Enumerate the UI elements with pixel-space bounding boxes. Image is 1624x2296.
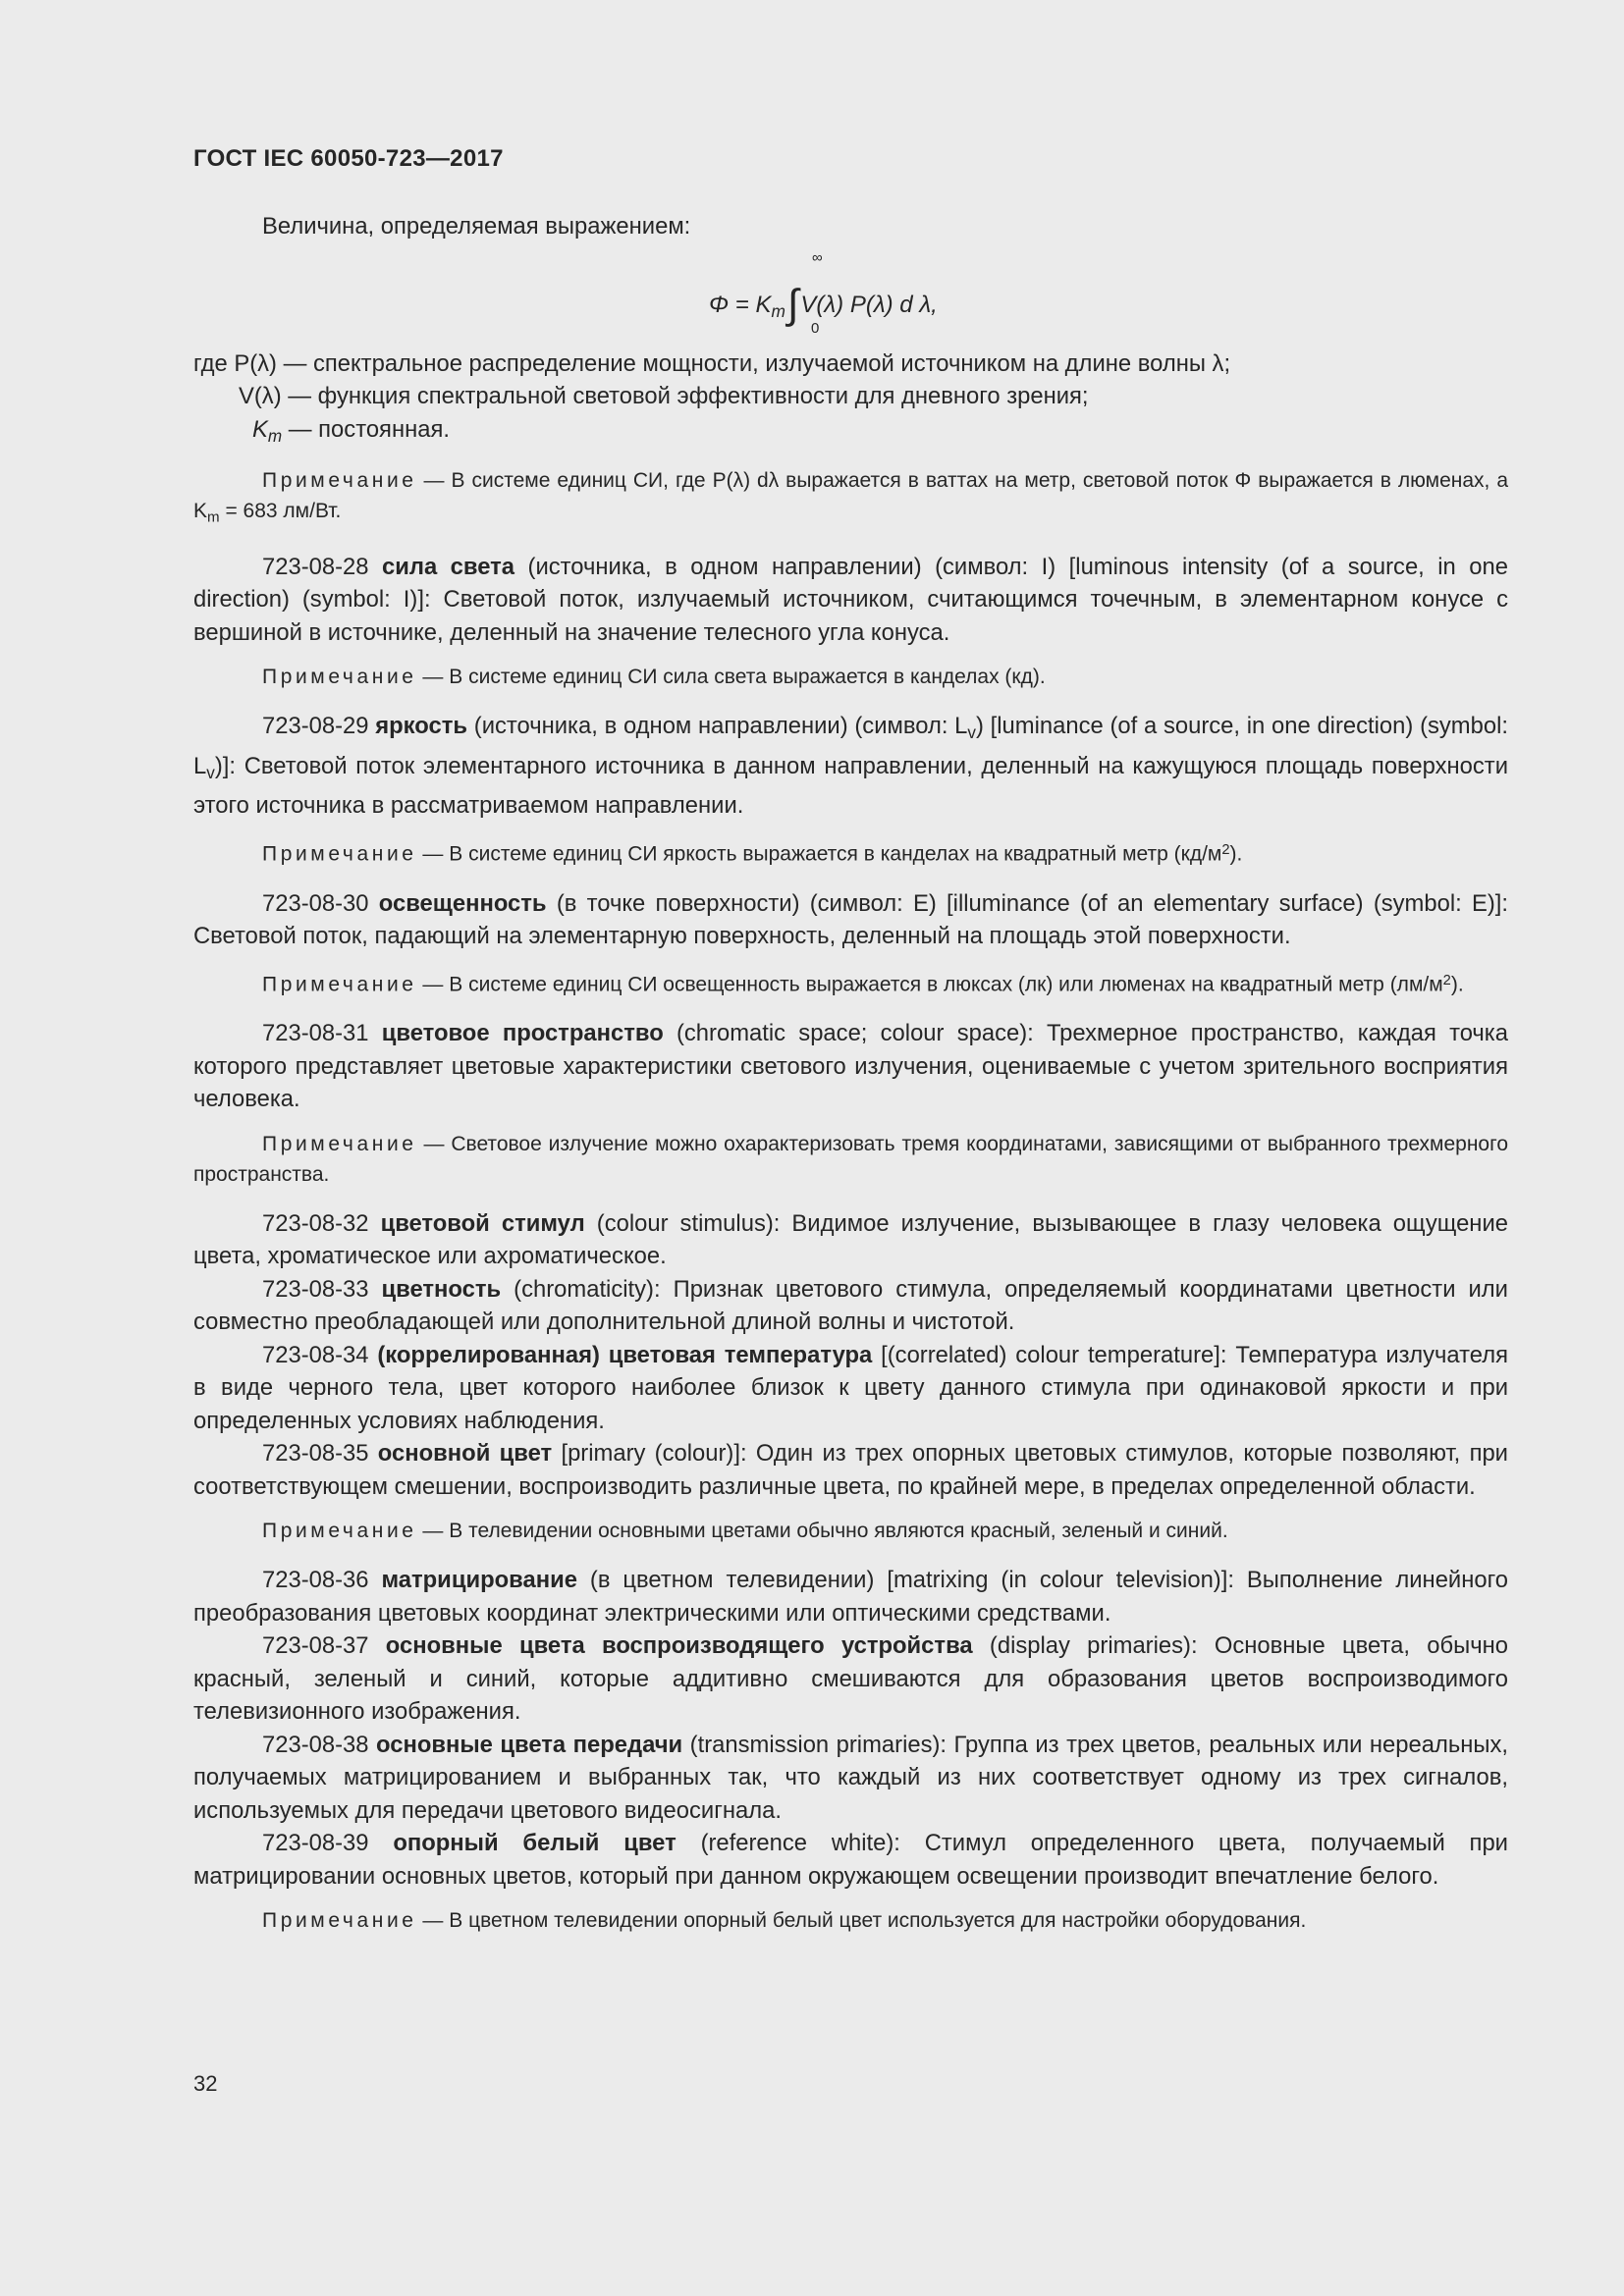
- term-definition: (reference white): Стимул определенного цвета, получаемый при матрицировании основных цветов, который при данном окружающем освещении производит впечатление белого.: [193, 1830, 1508, 1890]
- note-31: [193, 1129, 1508, 1190]
- term-number: 723-08-36: [262, 1567, 369, 1594]
- term-number: 723-08-33: [262, 1275, 369, 1303]
- note-label: Примечание: [262, 1520, 417, 1543]
- term-name: опорный белый цвет: [393, 1830, 677, 1857]
- note-1: [193, 465, 1508, 533]
- term-723-08-36: [193, 1564, 1508, 1629]
- where-line-p: где P(λ) — спектральное распределение мощности, излучаемой источником на длине волны λ;: [193, 349, 1231, 377]
- integral-upper-limit: ∞: [812, 248, 823, 266]
- km-symbol-sub: m: [267, 425, 283, 446]
- term-number: 723-08-34: [262, 1341, 369, 1368]
- term-definition: (transmission primaries): Группа из трех цветов, реальных или нереальных, получаемых матрицированием и выбранных так, что каждый из них соответствует одному из трех сигналов, используемых для передачи цветового видеосигнала.: [193, 1731, 1508, 1824]
- term-name: основной цвет: [377, 1440, 553, 1468]
- note-30-text: — В системе единиц СИ освещенность выражается в люксах (лк) или люменах на квадратный метр (лм/м: [422, 973, 1443, 996]
- note-1-sub: m: [207, 508, 220, 526]
- term-definition: [primary (colour)]: Один из трех опорных цветовых стимулов, которые позволяют, при соответствующем смешении, воспроизводить различные цвета, по крайней мере, в пределах определенной области.: [193, 1440, 1508, 1500]
- term-723-08-39: [193, 1827, 1508, 1893]
- note-label: Примечание: [262, 973, 417, 996]
- where-line-v: V(λ) — функция спектральной световой эффективности для дневного зрения;: [239, 383, 1089, 409]
- note-label: Примечание: [262, 1909, 417, 1933]
- where-block: [193, 347, 1508, 454]
- term-definition: (chromaticity): Признак цветового стимула, определяемый координатами цветности или совместно преобладающей или дополнительной длиной волны и чистотой.: [193, 1275, 1508, 1336]
- term-723-08-29: [193, 710, 1508, 823]
- term-definition-a: (источника, в одном направлении) (символ: L: [473, 713, 968, 740]
- term-name: основные цвета воспроизводящего устройства: [385, 1632, 973, 1660]
- term-name: матрицирование: [381, 1567, 577, 1594]
- note-35: [193, 1516, 1508, 1546]
- term-723-08-32: [193, 1207, 1508, 1273]
- term-definition: [(correlated) colour temperature]: Температура излучателя в виде черного тела, цвет которого наиболее близок к цвету данного стимула при одинаковой яркости и при определенных условиях наблюдения.: [193, 1341, 1508, 1434]
- term-number: 723-08-35: [262, 1440, 369, 1468]
- term-723-08-38: [193, 1729, 1508, 1828]
- note-28-text: — В системе единиц СИ сила света выражается в канделах (кд).: [422, 666, 1046, 689]
- term-name: освещенность: [378, 889, 547, 917]
- term-723-08-31: [193, 1017, 1508, 1116]
- term-name: цветовой стимул: [380, 1209, 585, 1237]
- note-30: [193, 966, 1508, 1000]
- term-definition-c: )]: Световой поток элементарного источника в данном направлении, деленный на кажущуюся площадь поверхности этого источника в рассматриваемом направлении.: [193, 752, 1508, 820]
- term-definition: (colour stimulus): Видимое излучение, вызывающее в глазу человека ощущение цвета, хроматическое или ахроматическое.: [193, 1209, 1508, 1270]
- note-label: Примечание: [262, 842, 417, 866]
- formula-rhs: V(λ) P(λ) d λ,: [800, 291, 938, 318]
- term-723-08-35: [193, 1437, 1508, 1503]
- note-30-sup: 2: [1442, 972, 1451, 988]
- note-1-text: — В системе единиц СИ, где P(λ) dλ выражается в ваттах на метр, световой поток Φ выражается в люменах, а K: [193, 469, 1509, 523]
- note-label: Примечание: [262, 1132, 417, 1155]
- term-definition: (в цветном телевидении) [matrixing (in colour television)]: Выполнение линейного преобразования цветовых координат электрическими или оптическими средствами.: [193, 1567, 1508, 1627]
- term-sub-2: v: [206, 762, 215, 782]
- note-29: [193, 835, 1508, 870]
- term-definition: (источника, в одном направлении) (символ: I) [luminous intensity (of a source, in one direction) (symbol: I)]: Световой поток, излучаемый источником, считающимся точечным, в элементарном конусе с вершиной в источнике, деленный на значение телесного угла конуса.: [193, 553, 1508, 646]
- term-723-08-37: [193, 1629, 1508, 1729]
- term-number: 723-08-39: [262, 1830, 369, 1857]
- note-29-sup: 2: [1221, 841, 1230, 858]
- term-723-08-30: [193, 887, 1508, 953]
- where-line-km: [193, 413, 1508, 454]
- note-28: [193, 662, 1508, 692]
- term-sub-1: v: [967, 722, 976, 743]
- intro-text: Величина, определяемая выражением:: [262, 213, 691, 240]
- note-31-text: — Световое излучение можно охарактеризовать тремя координатами, зависящими от выбранного трехмерного пространства.: [193, 1132, 1508, 1186]
- term-definition: (display primaries): Основные цвета, обычно красный, зеленый и синий, которые аддитивно смешиваются для образования цветов воспроизводимого телевизионного изображения.: [193, 1632, 1508, 1726]
- note-39-text: — В цветном телевидении опорный белый цвет используется для настройки оборудования.: [422, 1909, 1307, 1933]
- formula-body: [709, 275, 938, 327]
- term-name: яркость: [375, 713, 468, 740]
- km-symbol: K: [252, 415, 268, 443]
- term-name: сила света: [381, 553, 515, 580]
- note-35-text: — В телевидении основными цветами обычно являются красный, зеленый и синий.: [422, 1520, 1228, 1543]
- term-number: 723-08-28: [262, 553, 369, 580]
- note-29-text: — В системе единиц СИ яркость выражается в канделах на квадратный метр (кд/м: [422, 842, 1222, 866]
- note-label: Примечание: [262, 469, 417, 493]
- term-number: 723-08-38: [262, 1731, 369, 1758]
- term-definition: (chromatic space; colour space): Трехмерное пространство, каждая точка которого представляет цветовые характеристики светового излучения, оцениваемые с учетом зрительного восприятия человека.: [193, 1020, 1508, 1113]
- note-label: Примечание: [262, 666, 417, 689]
- term-number: 723-08-32: [262, 1209, 369, 1237]
- term-723-08-28: [193, 551, 1508, 650]
- term-name: основные цвета передачи: [375, 1731, 683, 1758]
- term-number: 723-08-29: [262, 713, 369, 740]
- term-name: цветовое пространство: [381, 1020, 664, 1047]
- luminous-flux-formula: [193, 249, 1508, 338]
- formula-lhs: Φ = K: [709, 291, 772, 318]
- term-definition-b: ) [luminance (of a source, in one direction) (symbol: L: [193, 713, 1508, 779]
- term-definition: (в точке поверхности) (символ: E) [illuminance (of an elementary surface) (symbol: E)]: Световой поток, падающий на элементарную поверхность, деленный на площадь этой поверхности.: [193, 889, 1508, 950]
- note-1-end: = 683 лм/Вт.: [225, 500, 342, 523]
- term-name: (коррелированная) цветовая температура: [377, 1341, 873, 1368]
- formula-lhs-sub: m: [771, 300, 785, 321]
- integral-sign: ∫: [786, 280, 799, 327]
- document-header: ГОСТ IEC 60050-723—2017: [193, 145, 504, 172]
- term-name: цветность: [381, 1275, 502, 1303]
- term-723-08-33: [193, 1273, 1508, 1339]
- term-number: 723-08-31: [262, 1020, 369, 1047]
- note-29-end: ).: [1229, 842, 1243, 866]
- term-number: 723-08-30: [262, 889, 369, 917]
- km-desc: — постоянная.: [288, 415, 450, 443]
- note-30-end: ).: [1450, 973, 1464, 996]
- page-number: 32: [193, 2071, 218, 2096]
- note-39: [193, 1905, 1508, 1936]
- term-723-08-34: [193, 1339, 1508, 1438]
- term-number: 723-08-37: [262, 1632, 369, 1660]
- integral-lower-limit: 0: [811, 319, 820, 337]
